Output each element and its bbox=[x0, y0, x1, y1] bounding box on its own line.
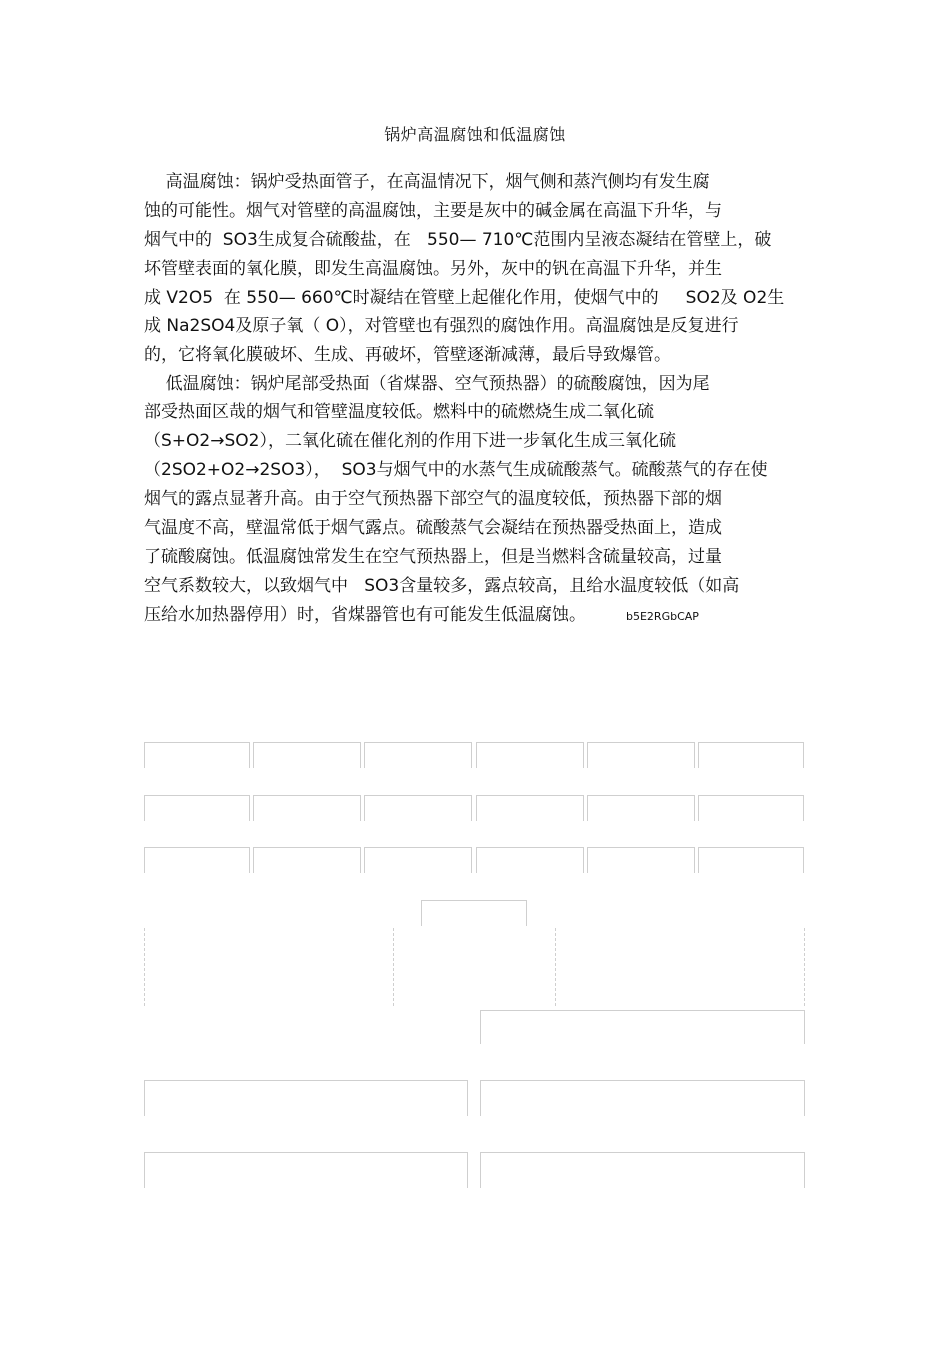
paragraph-line: 成 Na2SO4及原子氧（ O），对管壁也有强烈的腐蚀作用。高温腐蚀是反复进行 bbox=[144, 316, 739, 336]
paragraph-line: 烟气的露点显著升高。由于空气预热器下部空气的温度较低，预热器下部的烟 bbox=[144, 489, 722, 509]
paragraph-line: 烟气中的 SO3生成复合硫酸盐，在 550— 710℃范围内呈液态凝结在管壁上，破 bbox=[144, 230, 772, 250]
paragraph-line: 蚀的可能性。烟气对管壁的高温腐蚀，主要是灰中的碱金属在高温下升华，与 bbox=[144, 201, 722, 221]
table-cell bbox=[476, 847, 584, 873]
table-cell bbox=[253, 742, 361, 768]
document-code: b5E2RGbCAP bbox=[626, 610, 699, 623]
table-cell bbox=[698, 742, 804, 768]
table-cell bbox=[421, 900, 527, 926]
table-cell bbox=[476, 795, 584, 821]
paragraph-line: （S+O2→SO2），二氧化硫在催化剂的作用下进一步氧化生成三氧化硫 bbox=[144, 431, 676, 451]
table-cell bbox=[698, 847, 804, 873]
paragraph-line: 了硫酸腐蚀。低温腐蚀常发生在空气预热器上，但是当燃料含硫量较高，过量 bbox=[144, 547, 722, 567]
table-cell bbox=[480, 1152, 805, 1188]
paragraph-line: 的，它将氧化膜破坏、生成、再破坏，管壁逐渐减薄，最后导致爆管。 bbox=[144, 345, 671, 365]
dashed-divider bbox=[804, 928, 805, 1006]
paragraph-line: 成 V2O5 在 550— 660℃时凝结在管壁上起催化作用，使烟气中的 SO2及 O2生 bbox=[144, 288, 785, 308]
dashed-divider bbox=[393, 928, 394, 1006]
table-cell bbox=[587, 847, 695, 873]
table-cell bbox=[364, 742, 472, 768]
table-cell bbox=[480, 1010, 805, 1044]
dashed-divider bbox=[555, 928, 556, 1006]
table-cell bbox=[480, 1080, 805, 1116]
paragraph-line: 气温度不高，壁温常低于烟气露点。硫酸蒸气会凝结在预热器受热面上，造成 bbox=[144, 518, 722, 538]
paragraph-line: 坏管壁表面的氧化膜，即发生高温腐蚀。另外，灰中的钒在高温下升华，并生 bbox=[144, 259, 722, 279]
table-cell bbox=[476, 742, 584, 768]
table-cell bbox=[144, 795, 250, 821]
paragraph-line bbox=[144, 605, 699, 627]
paragraph-line: （2SO2+O2→2SO3）， SO3与烟气中的水蒸气生成硫酸蒸气。硫酸蒸气的存在使 bbox=[144, 460, 768, 480]
table-cell bbox=[144, 1152, 468, 1188]
document-title: 锅炉高温腐蚀和低温腐蚀 bbox=[384, 125, 566, 144]
table-cell bbox=[587, 742, 695, 768]
table-cell bbox=[364, 795, 472, 821]
table-cell bbox=[698, 795, 804, 821]
paragraph-line: 部受热面区哉的烟气和管壁温度较低。燃料中的硫燃烧生成二氧化硫 bbox=[144, 402, 654, 422]
paragraph-line: 空气系数较大，以致烟气中 SO3含量较多，露点较高，且给水温度较低（如高 bbox=[144, 576, 740, 596]
dashed-divider bbox=[144, 928, 145, 1006]
table-cell bbox=[144, 847, 250, 873]
table-cell bbox=[253, 795, 361, 821]
paragraph-line: 高温腐蚀：锅炉受热面管子，在高温情况下，烟气侧和蒸汽侧均有发生腐 bbox=[144, 172, 710, 192]
paragraph-line: 低温腐蚀：锅炉尾部受热面（省煤器、空气预热器）的硫酸腐蚀，因为尾 bbox=[144, 374, 710, 394]
table-cell bbox=[587, 795, 695, 821]
table-cell bbox=[253, 847, 361, 873]
table-cell bbox=[144, 1080, 468, 1116]
table-cell bbox=[364, 847, 472, 873]
table-cell bbox=[144, 742, 250, 768]
paragraph-line-text: 压给水加热器停用）时，省煤器管也有可能发生低温腐蚀。 bbox=[144, 605, 586, 625]
